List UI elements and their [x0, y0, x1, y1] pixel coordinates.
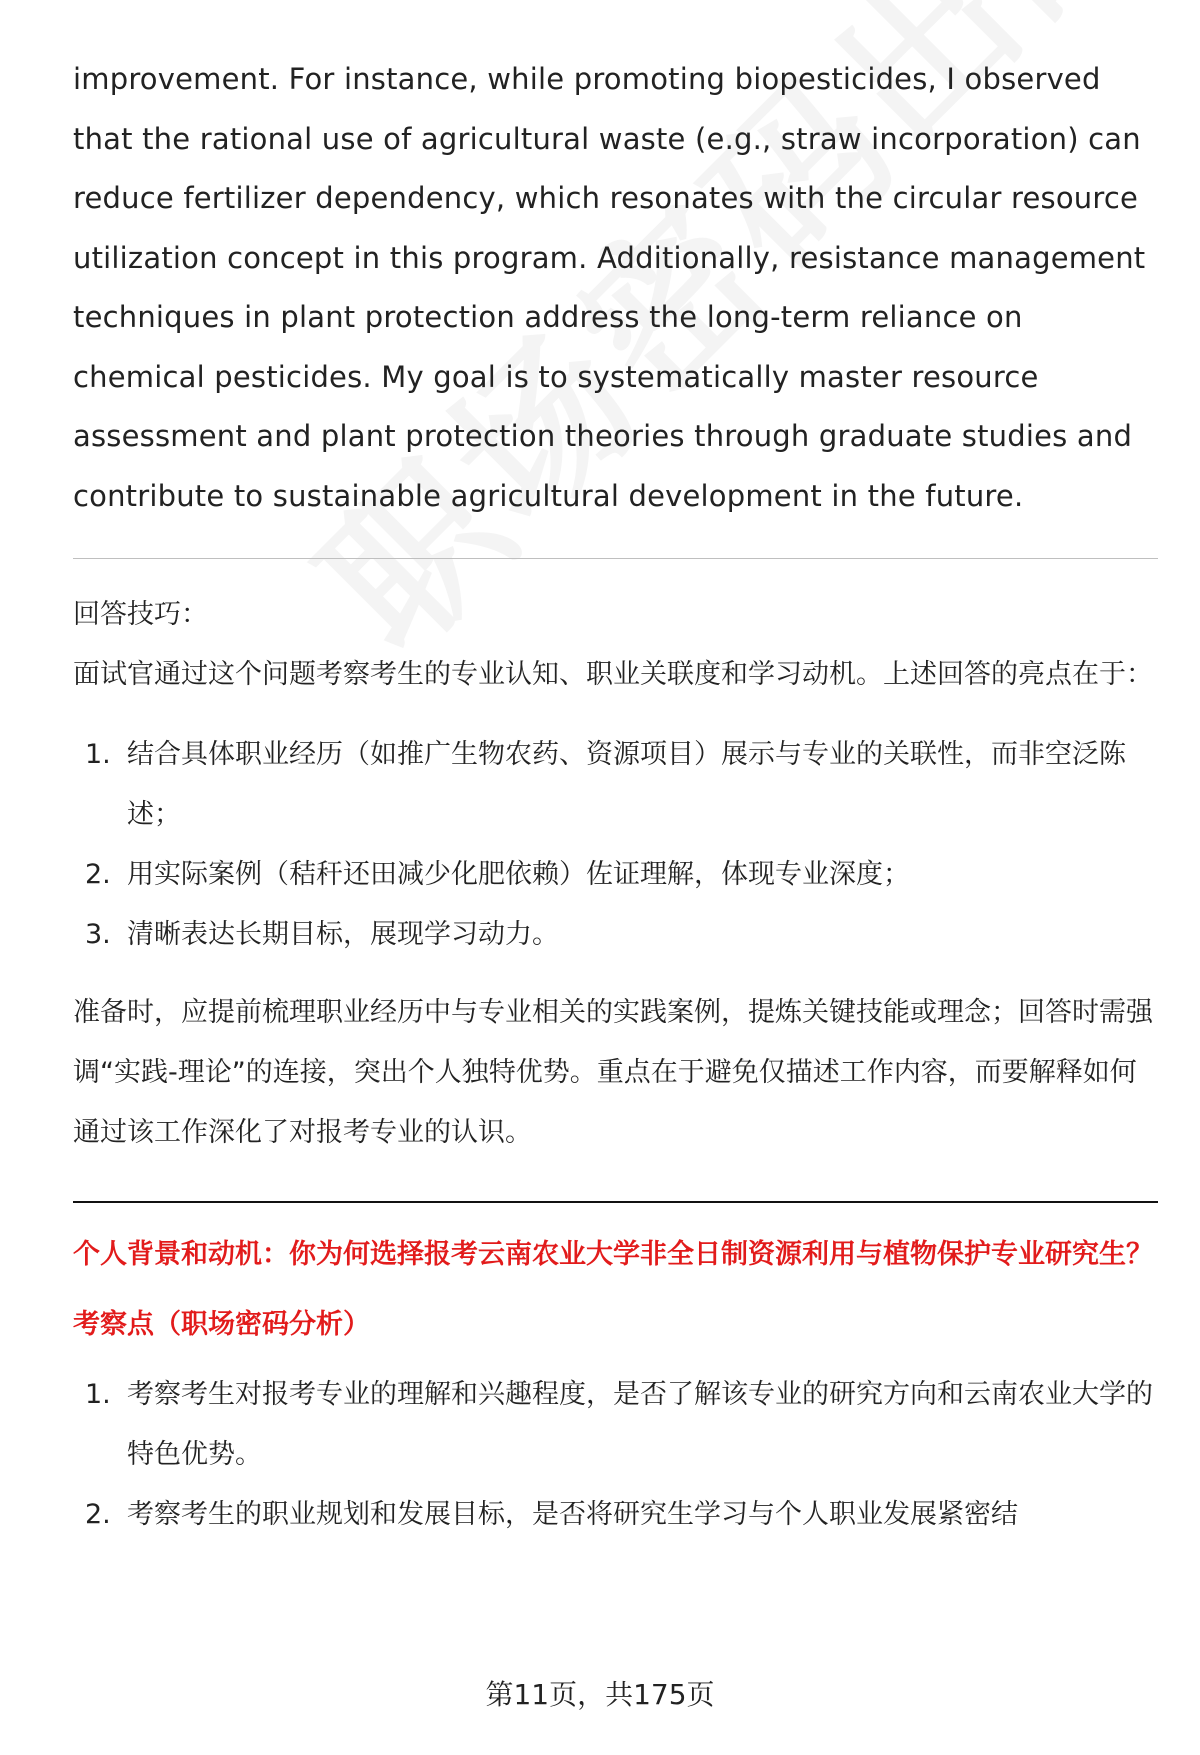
- intro-paragraph: improvement. For instance, while promoting biopesticides, I observed that the rational use of agricultural waste (e.g., straw incorporation) can reduce fertilizer dependency, which resonates with the circular resource utilization concept in this program. Additionally, resistance management techniques in plant protection address the long-term reliance on chemical pesticides. My goal is to systematically master resource assessment and plant protection theories through graduate studies and contribute to sustainable agricultural development in the future.: [73, 62, 1146, 513]
- list-item-text: 结合具体职业经历（如推广生物农药、资源项目）展示与专业的关联性，而非空泛陈述；: [127, 739, 1126, 830]
- list-item-number: 2.: [85, 859, 111, 890]
- list-item: [73, 1365, 1158, 1485]
- list-item: [73, 725, 1158, 845]
- tips-intro: 面试官通过这个问题考察考生的专业认知、职业关联度和学习动机。上述回答的亮点在于：: [73, 659, 1153, 690]
- question-title: 个人背景和动机：你为何选择报考云南农业大学非全日制资源利用与植物保护专业研究生？: [73, 1239, 1153, 1270]
- list-item-text: 考察考生的职业规划和发展目标，是否将研究生学习与个人职业发展紧密结: [127, 1499, 1018, 1530]
- page-content: [73, 50, 1158, 1545]
- section-divider: [73, 558, 1158, 559]
- list-item: [73, 905, 1158, 965]
- section-divider-dark: [73, 1201, 1158, 1203]
- list-item-text: 用实际案例（秸秆还田减少化肥依赖）佐证理解，体现专业深度；: [127, 859, 910, 890]
- analysis-list: [73, 1365, 1158, 1545]
- list-item: [73, 1485, 1158, 1545]
- list-item-number: 2.: [85, 1499, 111, 1530]
- page-footer: 第11页，共175页: [485, 1678, 715, 1711]
- preparation-paragraph: 准备时，应提前梳理职业经历中与专业相关的实践案例，提炼关键技能或理念；回答时需强调“实践-理论”的连接，突出个人独特优势。重点在于避免仅描述工作内容，而要解释如何通过该工作深化了对报考专业的认识。: [73, 997, 1153, 1148]
- list-item-text: 清晰表达长期目标，展现学习动力。: [127, 919, 559, 950]
- list-item-text: 考察考生对报考专业的理解和兴趣程度，是否了解该专业的研究方向和云南农业大学的特色优势。: [127, 1379, 1153, 1470]
- list-item-number: 1.: [85, 1379, 111, 1410]
- list-item-number: 1.: [85, 739, 111, 770]
- tips-list: [73, 725, 1158, 965]
- analysis-subtitle: 考察点（职场密码分析）: [73, 1309, 370, 1340]
- tips-label: 回答技巧：: [73, 599, 208, 630]
- list-item-number: 3.: [85, 919, 111, 950]
- list-item: [73, 845, 1158, 905]
